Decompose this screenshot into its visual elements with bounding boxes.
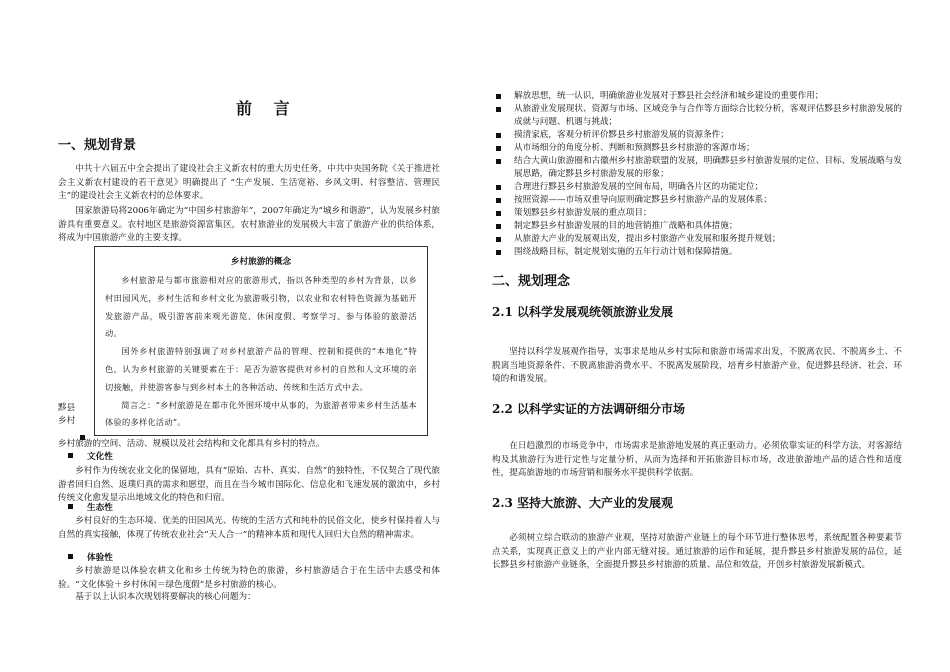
list-item: 从旅游大产业的发展观出发，提出乡村旅游产业发展和服务提升规划； — [492, 233, 902, 246]
bullet-square-icon — [496, 250, 501, 255]
bullet-square-icon — [68, 504, 73, 509]
list-item: 从旅游业发展现状、资源与市场、区域竞争与合作等方面综合比较分析，客观评估黟县乡村旅游发展的成就与问题、机遇与挑战； — [492, 103, 902, 129]
eco-text: 乡村良好的生态环境、优美的田园风光、传统的生活方式和纯朴的民俗文化，使乡村保持着人与自然的真实接触，体现了传统农业社会“天人合一”的精神本质和现代人回归大自然的精神需求。 — [58, 516, 440, 540]
bullet-square-icon — [496, 211, 501, 216]
concept-box-paragraph-2: 国外乡村旅游特别强调了对乡村旅游产品的管理、控制和提供的“本地化”特色，认为乡村旅游的关键要素在于：是否为游客提供对乡村的自然和人文环境的亲切接触，并使游客参与到乡村本土的各种活动、传统和生活方式中去。 — [105, 346, 417, 392]
experience-text: 乡村旅游是以体验农耕文化和乡土传统为特色的旅游，乡村旅游适合于在生活中去感受和体验。“文化体验＋乡村休闲＝绿色度假”是乡村旅游的核心。 — [58, 566, 440, 590]
bullet-square-icon — [496, 198, 501, 203]
list-item: 按照资源——市场双重导向原则确定黟县乡村旅游产品的发展体系； — [492, 194, 902, 207]
bullet-square-icon — [496, 185, 501, 190]
bullet-square-icon — [496, 94, 501, 99]
bullet-square-icon — [496, 133, 501, 138]
closing-text: 基于以上认识本次规划将要解决的核心问题为： — [75, 592, 256, 602]
bullet-square-icon — [68, 453, 73, 458]
subsection-text-2-2: 在日趋激烈的市场竞争中，市场需求是旅游地发展的真正驱动力。必须依靠实证的科学方法，对客源结构及其旅游行为进行定性与定量分析，从而为选择和开拓旅游目标市场，改进旅游地产品的适合性和适度性，提高旅游地的市场营销和服务水平提供科学依据。 — [492, 441, 902, 479]
experience-subheading — [58, 552, 113, 566]
culture-text: 乡村作为传统农业文化的保留地，具有“原始、古朴、真实、自然”的独特性，不仅契合了现代旅游者回归自然、返璞归真的需求和愿望，而且在当今城市国际化、信息化和飞速发展的激流中，乡村传统文化愈发显示出地域文化的特色和归宿。 — [58, 466, 440, 504]
eco-subheading — [58, 502, 113, 516]
goals-list — [492, 90, 902, 259]
bullet-square-icon — [496, 107, 501, 112]
culture-subheading — [58, 451, 113, 465]
subsection-heading-2-2: 2.2 以科学实证的方法调研细分市场 — [492, 402, 686, 416]
peek-text-2: 乡村 — [58, 416, 76, 426]
bullet-square-icon — [496, 224, 501, 229]
concept-box — [94, 246, 428, 436]
subsection-text-2-1: 坚持以科学发展观作指导，实事求是地从乡村实际和旅游市场需求出发，不脱离农民、不脱离乡土、不脱离当地资源条件、不脱离旅游消费水平、不脱离发展阶段，培育乡村旅游产业，促进黟县经济、社会、环境的和谐发展。 — [492, 347, 902, 385]
subsection-heading-2-3: 2.3 坚持大旅游、大产业的发展观 — [492, 496, 674, 510]
list-item: 从市场细分的角度分析、判断和预测黟县乡村旅游的客源市场； — [492, 142, 902, 155]
list-item: 结合大黄山旅游圈和古徽州乡村旅游联盟的发展，明确黟县乡村旅游发展的定位、目标、发展战略与发展思路，确定黟县乡村旅游发展的形象； — [492, 155, 902, 181]
concept-box-paragraph-1: 乡村旅游是与都市旅游相对应的旅游形式，指以各种类型的乡村为背景，以乡村田园风光，乡村生活和乡村文化为旅游吸引物，以农业和农村特色资源为基础开发旅游产品，吸引游客前来观光游览、休闲度假、考察学习、参与体验的旅游活动。 — [105, 275, 417, 339]
culture-label: 文化性 — [87, 452, 113, 462]
experience-label: 体验性 — [87, 553, 113, 563]
list-item: 解放思想，统一认识，明确旅游业发展对于黟县社会经济和城乡建设的重要作用； — [492, 90, 902, 103]
concept-box-title: 乡村旅游的概念 — [230, 257, 292, 267]
list-item: 策划黟县乡村旅游发展的重点项目； — [492, 207, 902, 220]
section-heading-philosophy: 二、规划理念 — [492, 274, 571, 289]
list-item: 合理进行黟县乡村旅游发展的空间布局，明确各片区的功能定位； — [492, 181, 902, 194]
list-item: 制定黟县乡村旅游发展的目的地营销推广战略和具体措施； — [492, 220, 902, 233]
page-title: 前 言 — [236, 99, 298, 118]
bullet-square-icon — [496, 159, 501, 164]
subsection-heading-2-1: 2.1 以科学发展观统领旅游业发展 — [492, 305, 674, 319]
subsection-text-2-3: 必须树立综合联动的旅游产业观，坚持对旅游产业链上的每个环节进行整体思考，系统配置各种要素节点关系，实现真正意义上的产业内部无缝对接。通过旅游的运作和延展，提升黟县乡村旅游发展的品位，延长黟县乡村旅游产业链条，全面提升黟县乡村旅游的质量、品位和效益，开创乡村旅游发展新模式。 — [492, 533, 902, 571]
section-heading-background: 一、规划背景 — [58, 138, 137, 153]
list-item: 围绕战略目标，制定规划实施的五年行动计划和保障措施。 — [492, 246, 902, 259]
eco-label: 生态性 — [87, 503, 113, 513]
background-paragraph-2: 国家旅游局将2006年确定为“中国乡村旅游年”，2007年确定为“城乡和谐游”，认为发展乡村旅游具有重要意义。农村地区是旅游资源富集区，农村旅游业的发展极大丰富了旅游产业的供给体系，将成为中国旅游产业的主要支撑。 — [58, 206, 440, 244]
peek-text-1: 黟县 — [58, 403, 76, 413]
concept-box-paragraph-3: 简言之：“乡村旅游是在都市化外围环境中从事的，为旅游者带来乡村生活基本体验的多样化活动”。 — [105, 399, 417, 428]
list-item: 摸清家底，客观分析评价黟县乡村旅游发展的资源条件； — [492, 129, 902, 142]
bullet-square-icon — [496, 146, 501, 151]
background-paragraph-1: 中共十六届五中全会提出了建设社会主义新农村的重大历史任务，中共中央国务院《关于推进社会主义新农村建设的若干意见》明确提出了 “生产发展、生活宽裕、乡风文明、村容整洁、管理民主”的建设社会主义新农村的总体要求。 — [58, 164, 440, 202]
bullet-square-icon — [68, 554, 73, 559]
bullet-square-icon — [496, 237, 501, 242]
space-text: 乡村旅游的空间、活动、规模以及社会结构和文化都具有乡村的特点。 — [58, 439, 325, 449]
